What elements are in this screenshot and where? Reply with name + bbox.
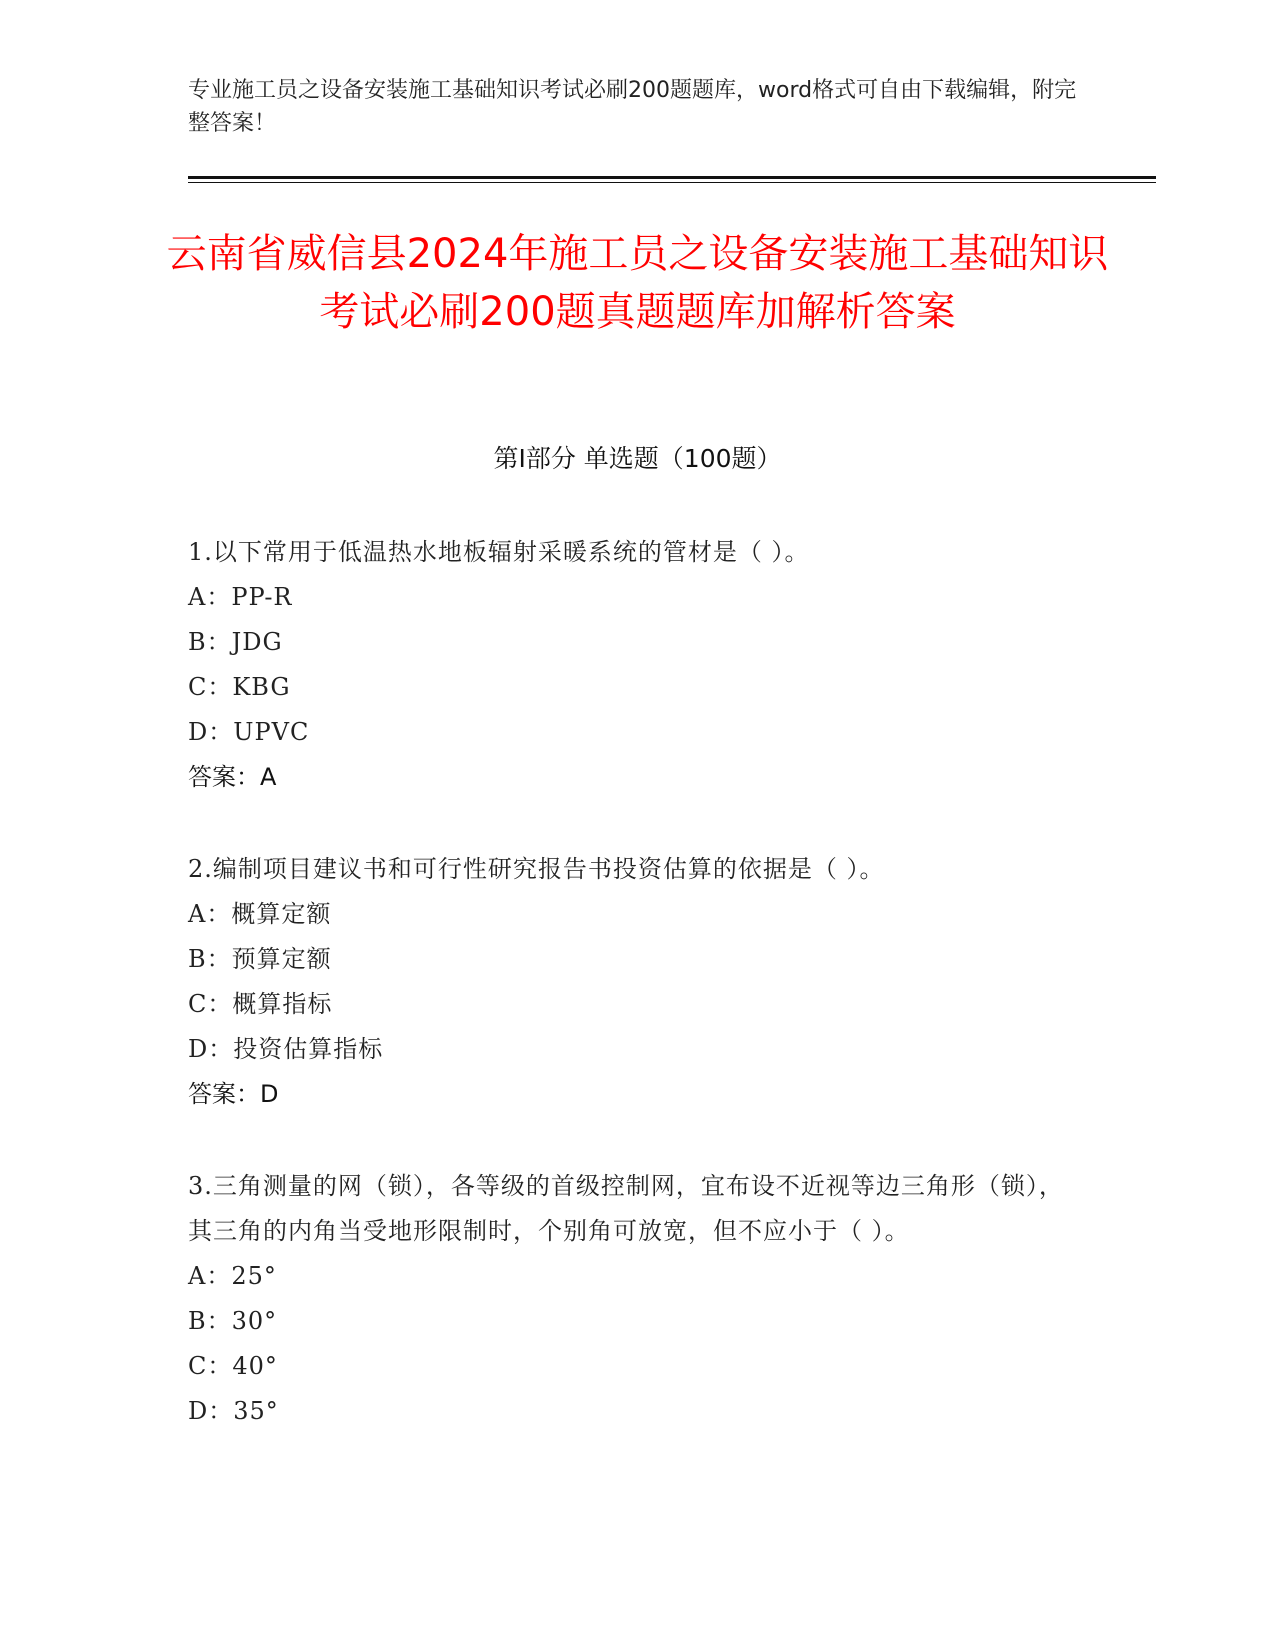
option-c: C：概算指标 xyxy=(188,990,333,1018)
option-b: B：30° xyxy=(188,1307,278,1335)
option-b: B：预算定额 xyxy=(188,945,332,973)
question-stem: 2.编制项目建议书和可行性研究报告书投资估算的依据是（ ）。 xyxy=(188,855,885,883)
option-d: D：35° xyxy=(188,1397,279,1425)
question-stem: 3.三角测量的网（锁），各等级的首级控制网，宜布设不近视等边三角形（锁），其三角的内角当受地形限制时，个别角可放宽，但不应小于（ ）。 xyxy=(188,1172,1064,1245)
header-rule-thick xyxy=(188,176,1156,179)
option-c: C：40° xyxy=(188,1352,278,1380)
section-heading: 第I部分 单选题（100题） xyxy=(493,444,782,473)
question-stem: 1.以下常用于低温热水地板辐射采暖系统的管材是（ ）。 xyxy=(188,538,810,566)
header-rule-thin xyxy=(188,182,1156,183)
option-a: A：25° xyxy=(188,1262,277,1290)
answer: 答案：A xyxy=(188,763,277,791)
question-1 xyxy=(188,530,1068,800)
option-c: C：KBG xyxy=(188,673,291,701)
header-note: 专业施工员之设备安装施工基础知识考试必刷200题题库，word格式可自由下载编辑，附完整答案！ xyxy=(188,78,1077,136)
question-list xyxy=(188,530,1068,1481)
option-d: D：UPVC xyxy=(188,718,310,746)
option-a: A：概算定额 xyxy=(188,900,332,928)
option-a: A：PP-R xyxy=(188,583,293,611)
document-title: 云南省威信县2024年施工员之设备安装施工基础知识考试必刷200题真题题库加解析答案 xyxy=(166,231,1109,335)
option-b: B：JDG xyxy=(188,628,283,656)
answer: 答案：D xyxy=(188,1080,279,1108)
question-3 xyxy=(188,1164,1068,1434)
option-d: D：投资估算指标 xyxy=(188,1035,384,1063)
question-2 xyxy=(188,847,1068,1117)
